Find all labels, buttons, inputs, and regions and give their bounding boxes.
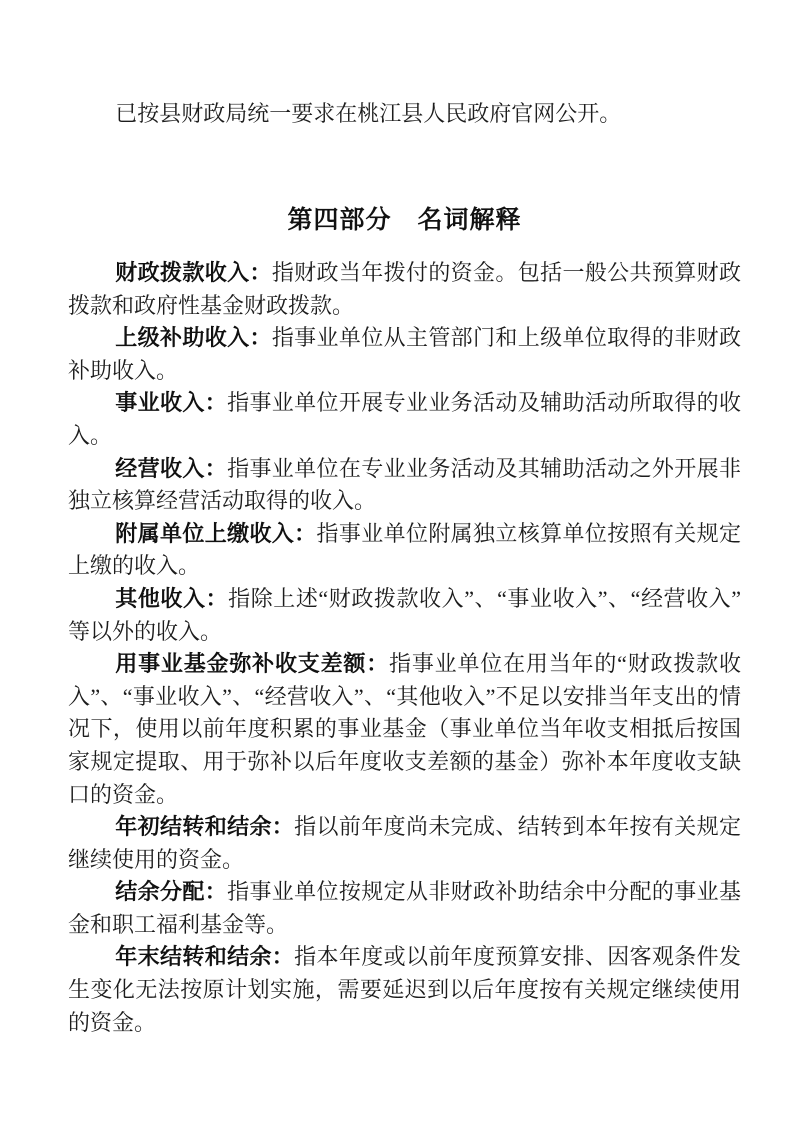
definition-term: 事业收入： [115, 390, 228, 416]
definition-text: 指财政当年拨付的资金。包括一般公共预算财政拨款和政府性基金财政拨款。 [68, 260, 741, 318]
definition-text: 指除上述“财政拨款收入”、“事业收入”、“经营收入”等以外的收入。 [68, 585, 741, 644]
definition-text: 指事业单位在专业业务活动及其辅助活动之外开展非独立核算经营活动取得的收入。 [68, 455, 741, 514]
definition-term: 结余分配： [115, 879, 228, 905]
definition-term: 上级补助收入： [115, 325, 272, 351]
definition-paragraph [68, 387, 741, 452]
intro-paragraph: 已按县财政局统一要求在桃江县人民政府官网公开。 [115, 101, 622, 126]
definitions-list [68, 257, 741, 1039]
definition-paragraph [68, 257, 741, 322]
definition-term: 财政拨款收入： [115, 260, 272, 285]
definition-term: 年初结转和结余： [115, 814, 295, 840]
definition-term: 用事业基金弥补收支差额： [115, 651, 390, 677]
definition-paragraph [68, 453, 741, 518]
definition-term: 年末结转和结余： [115, 944, 295, 970]
definition-paragraph [68, 648, 741, 811]
definition-text: 指事业单位从主管部门和上级单位取得的非财政补助收入。 [68, 325, 741, 383]
definition-text: 指本年度或以前年度预算安排、因客观条件发生变化无法按原计划实施，需要延迟到以后年度按有关规定继续使用的资金。 [68, 944, 741, 1035]
section-title: 第四部分 名词解释 [287, 206, 522, 234]
definition-term: 附属单位上缴收入： [115, 520, 317, 546]
definition-term: 其他收入： [115, 585, 229, 611]
definition-paragraph [68, 583, 741, 648]
definition-paragraph [68, 518, 741, 583]
definition-text: 指事业单位按规定从非财政补助结余中分配的事业基金和职工福利基金等。 [68, 879, 741, 937]
definition-paragraph [68, 941, 741, 1039]
definition-text: 指事业单位在用当年的“财政拨款收入”、“事业收入”、“经营收入”、“其他收入”不足以安排当年支出的情况下，使用以前年度积累的事业基金（事业单位当年收支相抵后按国家规定提取、用于弥补以后年度收支差额的基金）弥补本年度收支缺口的资金。 [68, 651, 741, 807]
definition-term: 经营收入： [115, 455, 228, 481]
definition-text: 指事业单位附属独立核算单位按照有关规定上缴的收入。 [68, 520, 741, 579]
definition-paragraph [68, 811, 741, 876]
definition-text: 指以前年度尚未完成、结转到本年按有关规定继续使用的资金。 [68, 814, 741, 872]
definition-paragraph [68, 322, 741, 387]
definition-text: 指事业单位开展专业业务活动及辅助活动所取得的收入。 [68, 390, 741, 448]
definition-paragraph [68, 876, 741, 941]
